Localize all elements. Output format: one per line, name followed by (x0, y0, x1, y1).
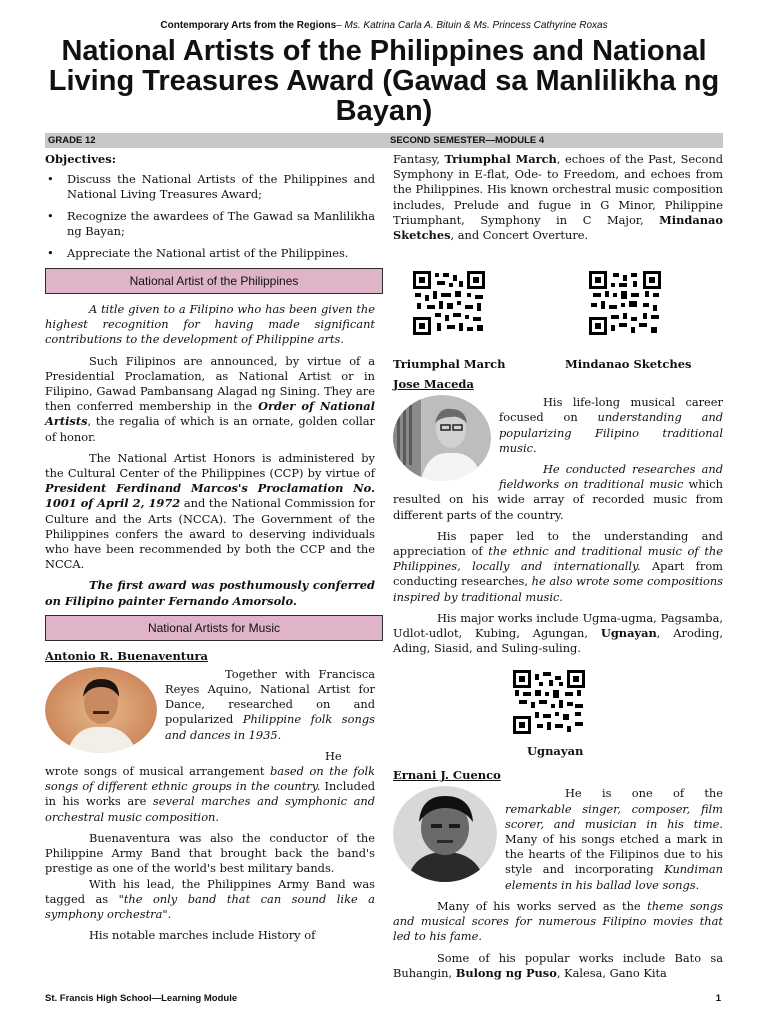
section-heading-music: National Artists for Music (45, 615, 383, 641)
qr-label: Ugnayan (527, 744, 584, 759)
paragraph: The National Artist Honors is administered by the Cultural Center of the Philippines (CCP) by virtue of President Ferdinand Marcos's Proclamation No. 1001 of April 2, 1972 and the National Commission for Culture and the Arts (NCCA). The Government of the Philippines confers the award to deserving individuals who have been recommended by both the CCP and the NCCA. (45, 450, 375, 572)
paragraph: He conducted researches and fieldworks on traditional music which resulted on his wide array of recorded music from different parts of the country. (393, 462, 723, 522)
left-column (45, 152, 375, 949)
objective-item: • Appreciate the National artist of the Philippines. (45, 246, 375, 261)
school-name: St. Francis High School—Learning Module (45, 993, 238, 1004)
cuenco-portrait (393, 786, 497, 882)
qr-code-icon[interactable] (413, 271, 485, 335)
grade-bar (45, 133, 723, 148)
qr-label: Mindanao Sketches (565, 357, 692, 372)
semester-label: SECOND SEMESTER—MODULE 4 (390, 135, 545, 146)
objectives-heading: Objectives: (45, 152, 116, 166)
paragraph: His paper led to the understanding and appreciation of the ethnic and traditional music of the Philippines, locally and internationally. Apart from conducting researches, he also wrote some compositions inspired by traditional music. (393, 528, 723, 604)
qr-code-icon[interactable] (589, 271, 661, 335)
page-number: 1 (715, 993, 721, 1004)
buenaventura-portrait (45, 667, 157, 753)
paragraph: Many of his works served as the theme songs and musical scores for numerous Filipino movies that led to his fame. (393, 898, 724, 944)
qr-row (393, 249, 723, 377)
page-title: National Artists of the Philippines and National Living Treasures Award (Gawad sa Manlilikha ng Bayan) (48, 35, 720, 127)
paragraph: Some of his popular works include Bato sa Buhangin, Bulong ng Puso, Kalesa, Gano Kita (393, 950, 723, 980)
paragraph: His life-long musical career focused on understanding and popularizing Filipino traditional music. (499, 395, 723, 455)
maceda-portrait (393, 395, 491, 481)
page-footer (45, 993, 723, 1004)
paragraph: Fantasy, Triumphal March, echoes of the Past, Second Symphony in E-flat, Ode- to Freedom, and echoes from the Philippines. His known orchestral music composition includes, Prelude and fugue in G Minor, Philippine Triumphant, Symphony in C Major, Mindanao Sketches, and Concert Overture. (393, 152, 724, 243)
qr-row (393, 662, 723, 768)
objective-item: • Recognize the awardees of The Gawad sa Manlilikha ng Bayan; (45, 209, 375, 239)
authors: – Ms. Katrina Carla A. Bituin & Ms. Princess Cathyrine Roxas (336, 20, 608, 31)
paragraph: With his lead, the Philippines Army Band was tagged as "the only band that can sound like a symphony orchestra". (45, 876, 375, 921)
paragraph: His major works include Ugma-ugma, Pagsamba, Udlot-udlot, Kubing, Agungan, Ugnayan, Aroding, Ading, Siasid, and Suling-suling. (393, 610, 723, 656)
paragraph: The first award was posthumously conferred on Filipino painter Fernando Amorsolo. (45, 578, 375, 608)
artist-name: Ernani J. Cuenco (393, 768, 501, 783)
paragraph: Such Filipinos are announced, by virtue of a Presidential Proclamation, as National Artist or in Filipino, Gawad Pambansang Alagad ng Sining. They are then conferred membership in the Order of National Artists, the regalia of which is an ornate, golden collar of honor. (45, 353, 375, 444)
artist-name: Antonio R. Buenaventura (45, 648, 208, 663)
artist-name: Jose Maceda (393, 377, 474, 392)
qr-label: Triumphal March (393, 357, 506, 372)
paragraph: Buenaventura was also the conductor of the Philippine Army Band that brought back the band's prestige as one of the world's best military bands. (45, 830, 375, 876)
grade-label: GRADE 12 (48, 135, 96, 146)
objectives-list (45, 172, 375, 261)
course-name: Contemporary Arts from the Regions (160, 20, 337, 31)
qr-code-icon[interactable] (513, 670, 585, 734)
objective-item: • Discuss the National Artists of the Philippines and National Living Treasures Award; (45, 172, 375, 202)
paragraph: Together with Francisca Reyes Aquino, National Artist for Dance, researched on and popularized Philippine folk songs and dances in 1935. (165, 666, 375, 742)
section-heading-national-artist: National Artist of the Philippines (45, 268, 383, 294)
definition-paragraph: A title given to a Filipino who has been given the highest recognition for having made significant contributions to the development of Philippine arts. (45, 302, 375, 347)
module-header (0, 20, 768, 31)
paragraph: He is one of the remarkable singer, composer, film scorer, and musician in his time. Many of his songs etched a mark in the hearts of the Filipinos due to his style and incorporating Kundiman elements in his ballad love songs. (505, 786, 723, 892)
right-column (393, 152, 723, 987)
paragraph: His notable marches include History of (89, 928, 316, 943)
paragraph: He wrote songs of musical arrangement based on the folk songs of different ethnic groups in the country. Included in his works are several marches and symphonic and orchestral music composition. (45, 748, 375, 824)
